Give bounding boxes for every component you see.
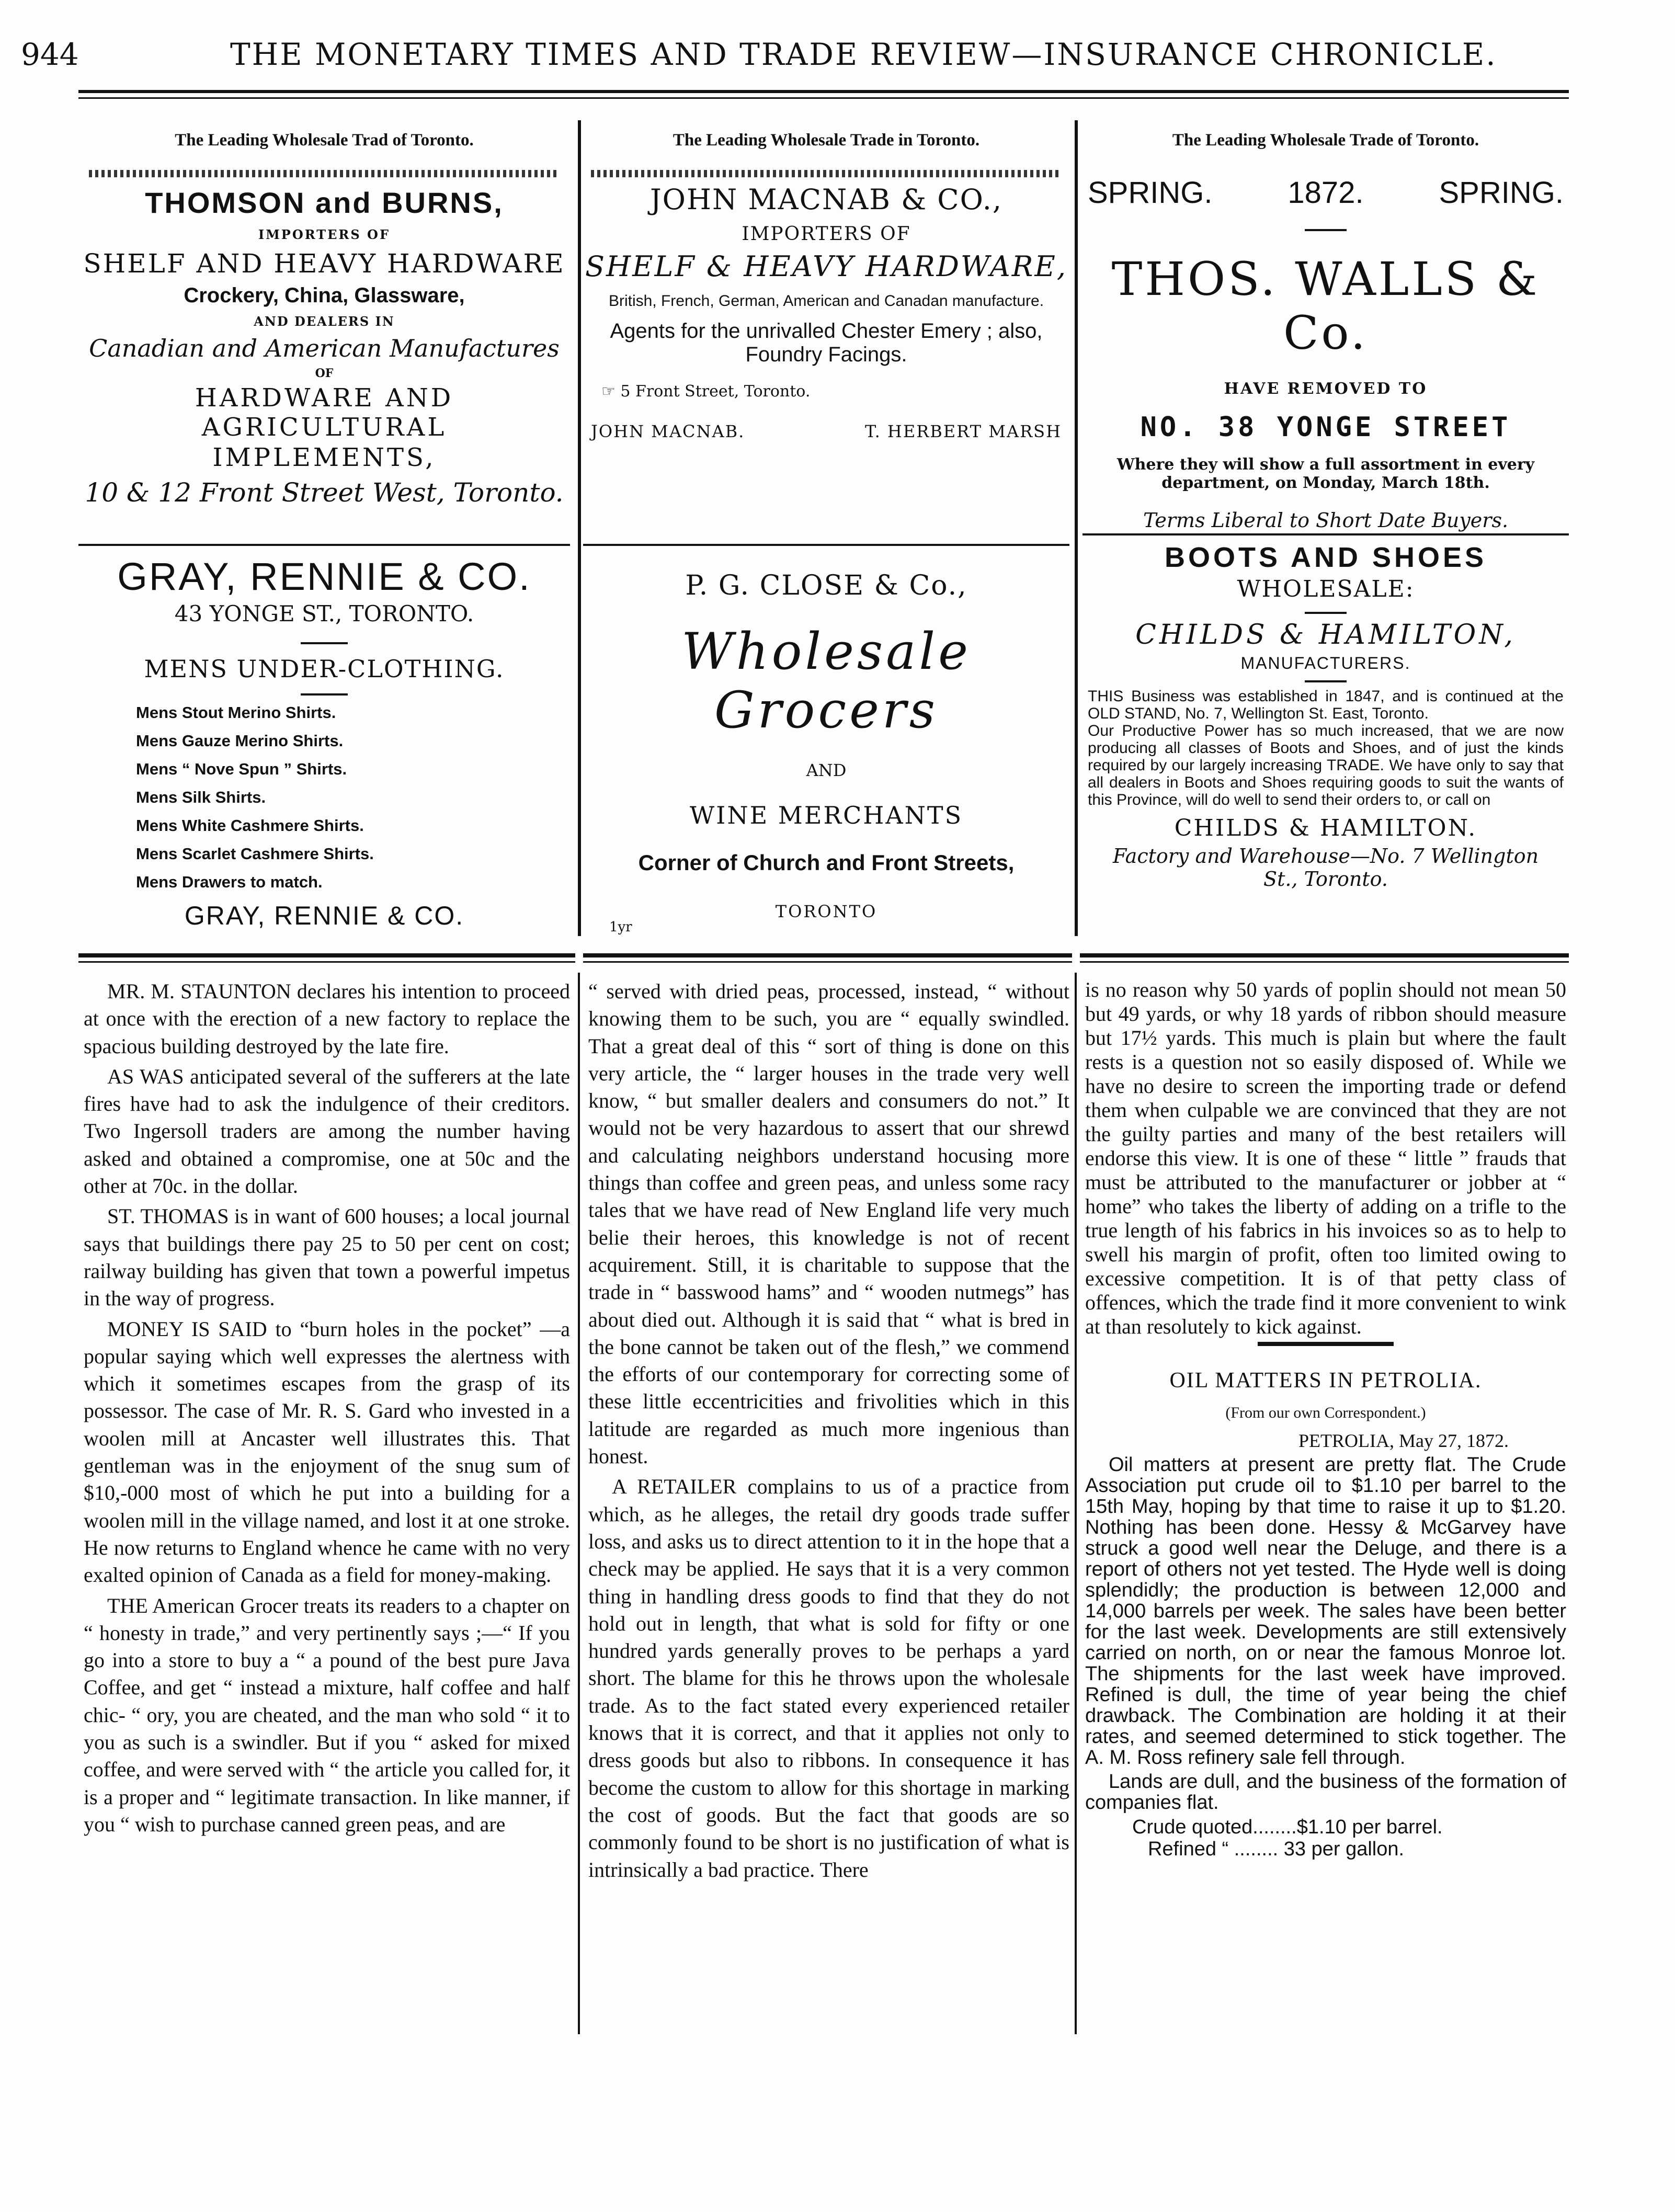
ad-line: British, French, German, American and Canadan manufacture. xyxy=(608,292,1044,310)
thos-walls-ad xyxy=(1083,175,1569,532)
ad-line: 1872. xyxy=(1287,176,1364,210)
page-title: THE MONETARY TIMES AND TRADE REVIEW—INSURANCE CHRONICLE. xyxy=(230,37,1497,72)
ad-line: HAVE REMOVED TO xyxy=(1224,380,1428,398)
price-line: Refined “ ........ 33 per gallon. xyxy=(1148,1838,1405,1860)
ad-line: MANUFACTURERS. xyxy=(1240,654,1411,672)
short-rule xyxy=(1305,229,1347,231)
ad-line: IMPORTERS OF xyxy=(258,227,390,242)
short-rule xyxy=(1305,680,1347,682)
ad-code: 1yr xyxy=(609,919,632,935)
ad-line: OF xyxy=(315,367,334,380)
header-rule-top xyxy=(78,90,1569,93)
column-divider xyxy=(1075,973,1077,2034)
ad-address: Corner of Church and Front Streets, xyxy=(638,850,1015,875)
section-rule xyxy=(1080,961,1569,963)
article-paragraph: Lands are dull, and the business of the formation of companies flat. xyxy=(1085,1770,1566,1814)
ad-line: Wholesale Grocers xyxy=(681,622,971,739)
page-number: 944 xyxy=(21,37,79,72)
ad-divider xyxy=(78,544,570,546)
advertiser-name: JOHN MACNAB & CO., xyxy=(650,183,1003,216)
section-rule xyxy=(1080,953,1569,957)
ornamental-rule xyxy=(89,170,560,177)
ad-line: TORONTO xyxy=(775,902,878,921)
ad-line: Where they will show a full assortment in every department, on Monday, March 18th. xyxy=(1116,455,1535,492)
ad-section-label: The Leading Wholesale Trade in Toronto. xyxy=(673,131,980,150)
ad-line: Terms Liberal to Short Date Buyers. xyxy=(1143,509,1509,532)
list-item: Mens Silk Shirts. xyxy=(136,788,266,806)
article-paragraph: A RETAILER complains to us of a practice from which, as he alleges, the retail dry goods trade suffer loss, and asks us to direct attention to it in the hope that a check may be applied. He says that it is a very common thing in handling dress goods to find that they do not hold out in length, that what is sold for fifty or one hundred yards generally proves to be perhaps a yard short. The blame for this he throws upon the wholesale trade. As to the fact stated every experienced retailer knows that it is correct, and that it applies not only to dress goods but also to ribbons. In consequence it has become the custom to allow for this shortage in marking the cost of goods. But the fact that goods are so commonly found to be short is no justification of what is intrinsically a bad practice. There xyxy=(588,1475,1069,1882)
ad-column-3 xyxy=(1083,131,1569,150)
ad-divider xyxy=(583,544,1069,546)
ad-line: HARDWARE AND AGRICULTURAL xyxy=(195,383,454,442)
ad-line: AND xyxy=(806,760,847,780)
ad-address: 10 & 12 Front Street West, Toronto. xyxy=(85,477,564,508)
article-paragraph: is no reason why 50 yards of poplin should not mean 50 but 49 yards, or why 18 yards of ribbon should measure but 17½ yards. This much is plain but where the fault rests is a question not so easily disposed of. While we have no desire to screen the importing trade or defend them when culpable we are convinced that they are not the guilty parties and many of the best retailers will endorse this view. It is one of these “ little ” frauds that must be attributed to the manufacturer or jobber at “ home” who takes the liberty of adding on a trifle to the true length of his fabrics in his invoices so as to help to swell his margin of profit, often too limited owing to excessive competition. It is of that petty class of offences, which the trade find it more convenient to wink at than resolutely to kick against. xyxy=(1085,978,1566,1338)
ad-line: Canadian and American Manufactures xyxy=(89,334,560,362)
list-item: Mens Gauze Merino Shirts. xyxy=(136,732,344,750)
article-paragraph: AS WAS anticipated several of the sufferers at the late fires have had to ask the indulgence of their creditors. Two Ingersoll traders are among the number having asked and obtained a compromise, one at 50c and the other at 70c. in the dollar. xyxy=(84,1064,570,1198)
ad-address: NO. 38 YONGE STREET xyxy=(1140,412,1511,443)
ad-line: WHOLESALE: xyxy=(1237,576,1415,602)
article-paragraph: “ served with dried peas, processed, instead, “ without knowing them to be such, you are “ equally swindled. That a great deal of this “ sort of thing is done on this very article, the “ larger houses in the trade very well know, “ but smaller dealers and consumers do not.” It would not be very hazardous to assert that our shrewd and calculating neighbors understand hocusing more things than coffee and green peas, and unless some racy tales that we have read of New England life very much belie their heroes, this knowledge is not of recent acquirement. Still, it is charitable to suppose that the trade in “ basswood hams” and “ wooden nutmegs” has about died out. Although it is said that “ what is bred in the bone cannot be taken out of the flesh,” we commend the efforts of our contemporary for correcting some of these little eccentricities and frivolities which in this latitude are regarded as much more ingenious than honest. xyxy=(588,979,1069,1468)
pg-close-ad xyxy=(583,570,1069,935)
article-column-1 xyxy=(84,978,570,1841)
list-item: Mens White Cashmere Shirts. xyxy=(136,816,364,835)
ad-address: 43 YONGE ST., TORONTO. xyxy=(174,601,474,626)
ad-body: THIS Business was established in 1847, and is continued at the OLD STAND, No. 7, Wellington St. East, Toronto. Our Productive Power has so much increased, that we are now producing all classes of Boots and Shoes, and of just the kinds required by our largely increasing TRADE. We have only to say that all dealers in Boots and Shoes requiring goods to suit the wants of this Province, will do well to send their orders to, or call on xyxy=(1088,688,1564,808)
advertiser-name: CHILDS & HAMILTON. xyxy=(1174,815,1477,841)
article-column-2 xyxy=(588,978,1069,1887)
article-paragraph: MONEY IS SAID to “burn holes in the pocket” —a popular saying which well expresses the alertness with which it sometimes escapes from the grasp of its possessor. The case of Mr. R. S. Gard who invested in a woolen mill at Ancaster well illustrates this. That gentleman was in the enjoyment of the snug sum of $10,-000 most of which he put into a building for a woolen mill in the village named, and lost it at one stroke. He now returns to England whence he came with no very exalted opinion of Canada as a field for money-making. xyxy=(84,1317,570,1587)
partner-name: JOHN MACNAB. xyxy=(591,421,745,441)
article-dateline: PETROLIA, May 27, 1872. xyxy=(1298,1430,1509,1451)
advertiser-footer: GRAY, RENNIE & CO. xyxy=(184,901,464,930)
ad-heading: MENS UNDER-CLOTHING. xyxy=(144,655,505,683)
ad-column-1 xyxy=(78,131,570,150)
partner-name: T. HERBERT MARSH xyxy=(864,421,1062,441)
article-heading: OIL MATTERS IN PETROLIA. xyxy=(1169,1369,1482,1393)
ad-line: IMPLEMENTS, xyxy=(212,443,436,472)
column-divider xyxy=(578,120,581,936)
article-paragraph: ST. THOMAS is in want of 600 houses; a local journal says that buildings there pay 25 to 50 per cent on cost; railway building has given that town a powerful impetus in the way of progress. xyxy=(84,1204,570,1310)
column-divider xyxy=(1075,120,1078,936)
section-rule xyxy=(583,961,1072,963)
list-item: Mens Stout Merino Shirts. xyxy=(136,703,336,722)
header-rule-bottom xyxy=(78,97,1569,99)
short-rule xyxy=(1258,1342,1394,1346)
ad-line: SPRING. xyxy=(1439,176,1564,210)
article-source: (From our own Correspondent.) xyxy=(1225,1404,1426,1422)
price-line: Crude quoted........$1.10 per barrel. xyxy=(1132,1816,1443,1838)
short-rule xyxy=(301,642,348,644)
article-column-3 xyxy=(1085,978,1566,1860)
ornamental-rule xyxy=(591,170,1062,177)
ad-line: SHELF AND HEAVY HARDWARE xyxy=(83,248,565,279)
ad-section-label: The Leading Wholesale Trade of Toronto. xyxy=(1172,131,1479,150)
advertiser-name: THOS. WALLS & Co. xyxy=(1111,252,1540,360)
ad-line: SHELF & HEAVY HARDWARE, xyxy=(585,250,1067,283)
section-rule xyxy=(78,961,575,963)
advertiser-name: P. G. CLOSE & Co., xyxy=(685,570,967,601)
list-item: Mens Scarlet Cashmere Shirts. xyxy=(136,845,374,863)
advertiser-name: CHILDS & HAMILTON, xyxy=(1135,619,1516,651)
article-paragraph: Oil matters at present are pretty flat. The Crude Association put crude oil to $1.10 per barrel to the 15th May, hoping by that time to raise it up to $1.20. Nothing has been done. Hessy & McGarvey have struck a good well near the Deluge, and there is a report of others not yet tested. The Hyde well is doing splendidly; the production is between 12,000 and 14,000 barrels per week. The sales have been better for the last week. Developments are still extensively carried on north, on or near the famous Monroe lot. The shipments for the last week have improved. Refined is dull, the time of year being the chief drawback. The Combination are holding it at their rates, and seemed determined to stick together. The A. M. Ross refinery sale fell through. xyxy=(1085,1453,1566,1769)
advertiser-name: THOMSON and BURNS, xyxy=(145,186,504,219)
gray-rennie-ad xyxy=(78,554,570,931)
ad-line: SPRING. xyxy=(1088,176,1213,210)
childs-hamilton-ad xyxy=(1083,541,1569,891)
short-rule xyxy=(1305,612,1347,614)
ad-section-label: The Leading Wholesale Trad of Toronto. xyxy=(175,131,474,150)
ad-line: WINE MERCHANTS xyxy=(689,801,963,829)
section-rule xyxy=(78,953,575,957)
ad-line: Crockery, China, Glassware, xyxy=(184,284,465,307)
ad-address: Factory and Warehouse—No. 7 Wellington St., Toronto. xyxy=(1112,845,1539,891)
ad-line: AND DEALERS IN xyxy=(254,314,395,329)
john-macnab-ad xyxy=(583,183,1069,441)
ad-heading: BOOTS AND SHOES xyxy=(1164,542,1487,573)
thomson-burns-ad xyxy=(78,186,570,508)
section-rule xyxy=(583,953,1072,957)
column-divider xyxy=(578,973,580,2034)
list-item: Mens “ Nove Spun ” Shirts. xyxy=(136,760,347,778)
article-paragraph: MR. M. STAUNTON declares his intention to proceed at once with the erection of a new factory to replace the spacious building destroyed by the late fire. xyxy=(84,979,570,1058)
ad-address: ☞ 5 Front Street, Toronto. xyxy=(601,382,811,401)
ad-line: IMPORTERS OF xyxy=(742,223,911,245)
ad-divider xyxy=(1083,533,1569,535)
advertiser-name: GRAY, RENNIE & CO. xyxy=(117,555,531,598)
list-item: Mens Drawers to match. xyxy=(136,873,323,891)
ad-column-2 xyxy=(583,131,1069,150)
ad-line: Agents for the unrivalled Chester Emery ; also, Foundry Facings. xyxy=(610,320,1043,366)
short-rule xyxy=(301,693,348,695)
article-paragraph: THE American Grocer treats its readers to a chapter on “ honesty in trade,” and very pertinently says ;—“ If you go into a store to buy a “ a pound of the best pure Java Coffee, and get “ instead a mixture, half coffee and half chic- “ ory, you are cheated, and the man who sold “ it to you as such is a swindler. But if you “ asked for mixed coffee, and were served with “ the article you called for, it is a proper and “ legitimate transaction. In like manner, if you “ wish to purchase canned green peas, and are xyxy=(84,1593,570,1836)
product-list xyxy=(136,699,570,896)
